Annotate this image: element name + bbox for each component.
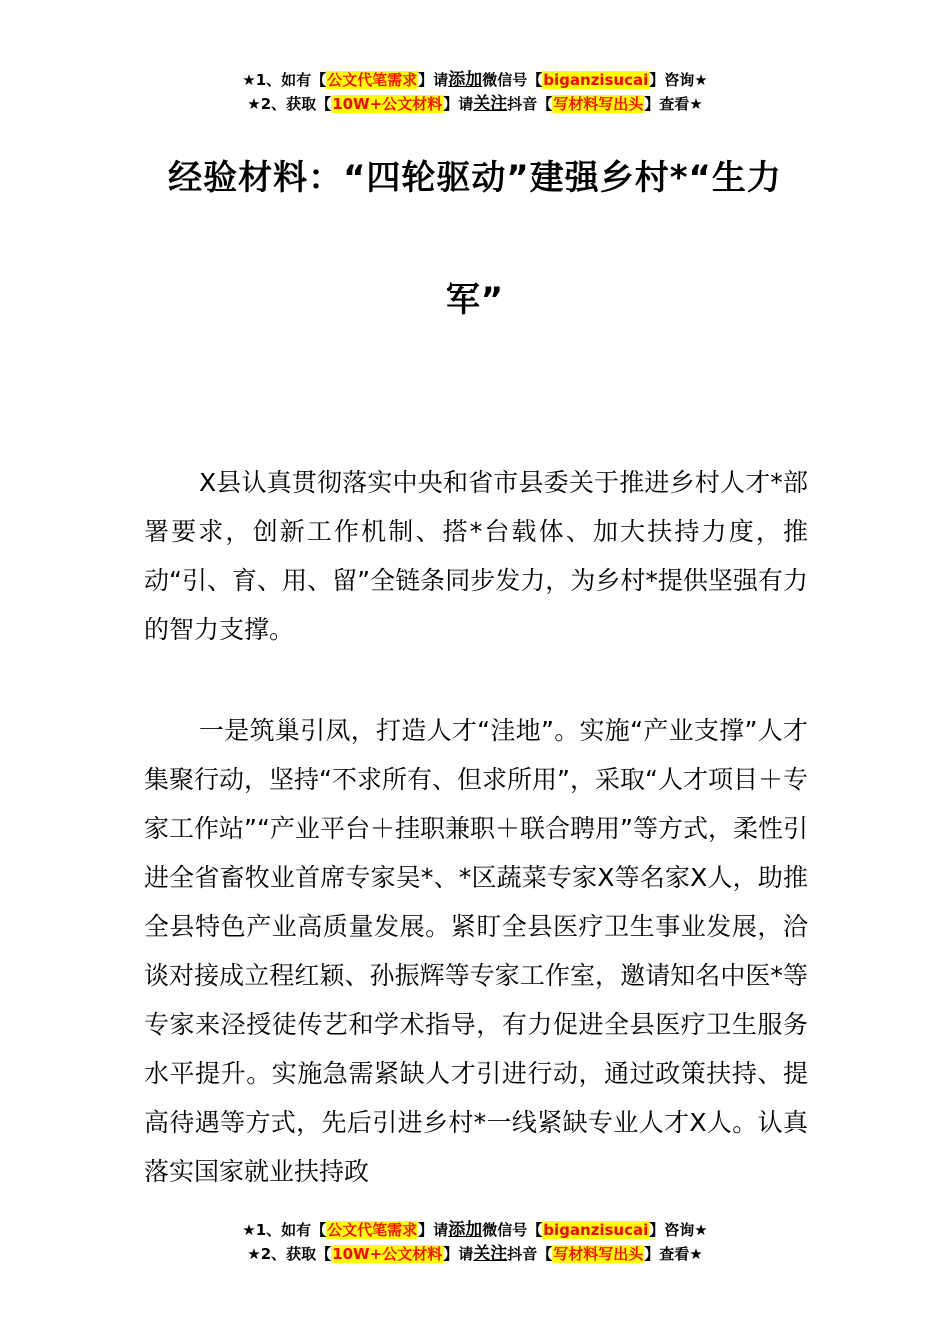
document-title-line-1: 经验材料：“四轮驱动”建强乡村*“生力 — [168, 158, 782, 198]
promo-highlight: biganzisucai — [543, 1221, 649, 1239]
promo-highlight: 公文代笔需求 — [327, 71, 418, 89]
promo-text: 抖音【 — [507, 1245, 553, 1263]
promo-text: 微信号【 — [482, 1221, 543, 1239]
promo-text: 】咨询★ — [649, 1221, 708, 1239]
body-paragraph-1 — [144, 458, 808, 654]
promo-text: ★1、如有【 — [242, 71, 327, 89]
promo-text: ★1、如有【 — [242, 1221, 327, 1239]
promo-text: 】查看★ — [644, 95, 703, 113]
promo-highlight: 写材料写出头 — [553, 95, 644, 113]
document-title-line-2: 军” — [445, 280, 505, 320]
promo-text: ★2、获取【 — [247, 95, 332, 113]
promo-highlight: 10W+公文材料 — [332, 95, 443, 113]
promo-highlight: 写材料写出头 — [553, 1245, 644, 1263]
promo-text: 】咨询★ — [649, 71, 708, 89]
promo-text: 】请 — [418, 71, 449, 89]
promo-underlined: 添加 — [448, 70, 483, 90]
body-paragraph-2 — [144, 706, 808, 1196]
promo-underlined: 关注 — [473, 1244, 508, 1264]
paragraph-text: 一是筑巢引凤，打造人才“洼地”。实施“产业支撑”人才集聚行动，坚持“不求所有、但求所用”，采取“人才项目＋专家工作站”“产业平台＋挂职兼职＋联合聘用”等方式，柔性引进全省畜牧业首席专家吴*、*区蔬菜专家X等名家X人，助推全县特色产业高质量发展。紧盯全县医疗卫生事业发展，洽谈对接成立程红颖、孙振辉等专家工作室，邀请知名中医*等专家来泾授徒传艺和学术指导，有力促进全县医疗卫生服务水平提升。实施急需紧缺人才引进行动，通过政策扶持、提高待遇等方式，先后引进乡村*一线紧缺专业人才X人。认真落实国家就业扶持政 — [144, 716, 808, 1186]
promo-text: 微信号【 — [482, 71, 543, 89]
promo-text: 】请 — [418, 1221, 449, 1239]
promo-text: 抖音【 — [507, 95, 553, 113]
promo-text: ★2、获取【 — [247, 1245, 332, 1263]
promo-text: 】请 — [443, 95, 474, 113]
promo-underlined: 添加 — [448, 1220, 483, 1240]
paragraph-text: X县认真贯彻落实中央和省市县委关于推进乡村人才*部署要求，创新工作机制、搭*台载体、加大扶持力度，推动“引、育、用、留”全链条同步发力，为乡村*提供坚强有力的智力支撑。 — [144, 468, 808, 644]
promo-highlight: 10W+公文材料 — [332, 1245, 443, 1263]
promo-highlight: biganzisucai — [543, 71, 649, 89]
promo-underlined: 关注 — [473, 94, 508, 114]
promo-line-1 — [0, 68, 950, 92]
promo-line-2 — [0, 1242, 950, 1266]
promo-banner-top — [0, 68, 950, 116]
promo-banner-bottom — [0, 1218, 950, 1266]
promo-text: 】请 — [443, 1245, 474, 1263]
promo-highlight: 公文代笔需求 — [327, 1221, 418, 1239]
promo-text: 】查看★ — [644, 1245, 703, 1263]
promo-line-1 — [0, 1218, 950, 1242]
promo-line-2 — [0, 92, 950, 116]
